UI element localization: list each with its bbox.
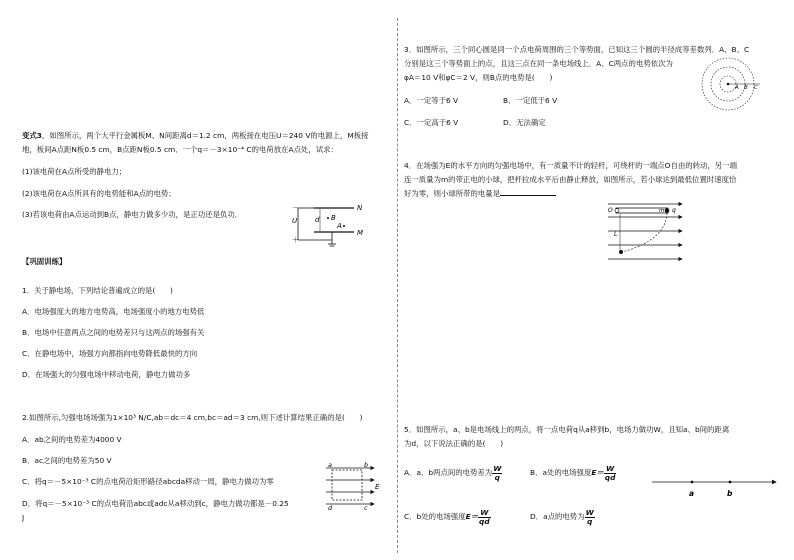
label-plus: ＋ <box>292 236 299 244</box>
label-b: b <box>364 461 369 469</box>
q5-option-b: B．a处的电场强度E＝ $\frac{W}{qd}$ <box>530 463 616 482</box>
q4-line2: 连一质量为m的带正电的小球，把杆拉成水平后由静止释放，如图所示，若小球达到最低位置时速度恰 <box>404 175 737 184</box>
label-minus: － <box>292 204 299 212</box>
label-a: a <box>328 461 332 469</box>
fraction-w-over-qd: $\frac{W}{qd}$ <box>604 463 616 482</box>
q3-option-a: A．一定等于6 V <box>404 96 459 105</box>
q5-option-a: A．a、b两点间的电势差为 $\frac{W}{q}$ <box>404 463 502 482</box>
q3-option-c: C．一定高于6 V <box>404 118 459 127</box>
capacitor-figure <box>284 198 366 248</box>
label-m: m <box>659 208 665 214</box>
label-O: O <box>608 207 613 214</box>
q1-option-c: C．在静电场中，场强方向都指向电势降低最快的方向 <box>22 349 198 358</box>
label-C: C <box>754 85 758 91</box>
section-title: 【巩固训练】 <box>22 257 67 266</box>
label-A: A <box>735 85 739 91</box>
variant3-q3: (3)若该电荷由A点运动到B点，静电力做多少功，是正功还是负功． <box>22 210 243 219</box>
label-q: q <box>672 207 676 214</box>
variant3-q2: (2)该电荷在A点所具有的电势能和A点的电势； <box>22 189 176 198</box>
variant3-title: 变式3． <box>22 131 50 140</box>
variant3-q1: (1)该电荷在A点所受的静电力； <box>22 167 127 176</box>
q2-option-c: C．将q＝－5×10⁻³ C的点电荷沿矩形路径abcda移动一周，静电力做功为零 <box>22 477 274 486</box>
rectangle-field-figure <box>320 458 380 518</box>
rod-pendulum-figure <box>604 200 684 264</box>
label-U: U <box>292 217 298 225</box>
label-d: d <box>315 216 320 224</box>
label-B: B <box>331 214 336 222</box>
q3-line3: φA＝10 V和φC＝2 V，则B点的电势是( ) <box>404 73 553 82</box>
label-B: B <box>744 85 748 91</box>
q5-line2: 为d，以下说法正确的是( ) <box>404 439 504 448</box>
label-d: d <box>328 504 333 512</box>
q5-option-d: D．a点的电势为 $\frac{W}{q}$ <box>530 507 594 526</box>
q2-option-d-unit: J <box>22 513 25 522</box>
variant3-line2: 地，板间A点距N板0.5 cm，B点距N板0.5 cm．一个q＝－3×10⁻⁴ C的电荷放在A点处，试求： <box>22 145 338 154</box>
q5-line1: 5．如图所示，a、b是电场线上的两点，将一点电荷q从a移到b，电场力做功W，且知a、b间的距离 <box>404 425 730 434</box>
q4-line1: 4．在场强为E的水平方向的匀强电场中，有一质量不计的轻杆，可绕杆的一端点O自由的转动，另一端 <box>404 161 737 170</box>
label-M: M <box>357 229 364 237</box>
q2-stem: 2.如图所示,匀强电场场强为1×10³ N/C,ab＝dc＝4 cm,bc＝ad＝3 cm,则下述计算结果正确的是( ) <box>22 413 363 422</box>
answer-blank[interactable] <box>500 188 556 196</box>
label-A: A <box>337 222 342 230</box>
q1-option-d: D．在场强大的匀强电场中移动电荷，静电力做功多 <box>22 370 191 379</box>
q3-option-d: D．无法确定 <box>503 118 546 127</box>
fraction-w-over-q: $\frac{W}{q}$ <box>585 507 594 526</box>
q2-option-b: B．ac之间的电势差为50 V <box>22 456 112 465</box>
q2-option-a: A．ab之间的电势差为4000 V <box>22 435 122 444</box>
field-line-figure <box>650 474 780 502</box>
q3-line1: 3．如图所示，三个同心圆是同一个点电荷周围的三个等势面，已知这三个圆的半径成等差数列．A、B、C <box>404 45 750 54</box>
q3-line2: 分别是这三个等势面上的点，且这三点在同一条电场线上．A、C两点的电势依次为 <box>404 59 673 68</box>
label-N: N <box>357 204 363 212</box>
label-a: a <box>689 489 695 498</box>
q5-option-c: C．b处的电场强度E＝ $\frac{W}{qd}$ <box>404 507 490 526</box>
label-E: E <box>375 483 380 491</box>
fraction-w-over-q: $\frac{W}{q}$ <box>493 463 502 482</box>
column-divider <box>397 18 398 553</box>
q2-option-d: D．将q＝－5×10⁻³ C的点电荷沿abc或adc从a移动到c，静电力做功都是－0.25 <box>22 499 289 508</box>
label-L: L <box>614 231 618 238</box>
label-b: b <box>727 489 733 498</box>
q4-line3: 好为零，则小球所带的电量是 <box>404 188 556 199</box>
label-c: c <box>364 504 368 512</box>
q1-option-b: B．电场中任意两点之间的电势差只与这两点的场强有关 <box>22 328 205 337</box>
q1-option-a: A．电场强度大的地方电势高，电场强度小的地方电势低 <box>22 307 205 316</box>
q3-option-b: B．一定低于6 V <box>503 96 558 105</box>
concentric-circles-figure <box>700 56 776 112</box>
variant3-line1: 变式3．如图所示，两个大平行金属板M、N间距离d＝1.2 cm，两板接在电压U＝240 V的电源上，M板接 <box>22 131 369 140</box>
q1-stem: 1．关于静电场，下列结论普遍成立的是( ) <box>22 286 173 295</box>
fraction-w-over-qd: $\frac{W}{qd}$ <box>479 507 490 526</box>
